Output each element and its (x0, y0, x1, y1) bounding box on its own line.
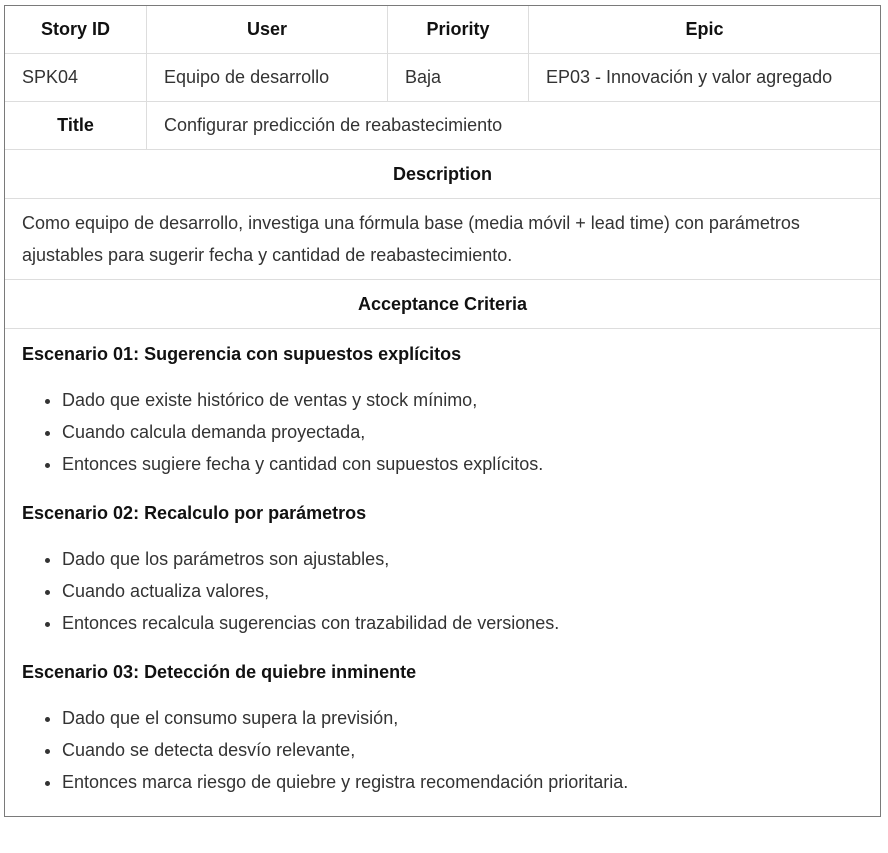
scenario-steps (22, 384, 863, 480)
description-heading: Description (5, 150, 880, 199)
scenario-step: • Dado que el consumo supera la previsión, (62, 702, 863, 734)
title-value: Configurar predicción de reabastecimiento (164, 115, 503, 135)
story-id-value: SPK04 (5, 54, 147, 101)
scenario-title: Escenario 02: Recalculo por parámetros (22, 503, 367, 523)
epic-header: Epic (685, 19, 724, 39)
story-values-row (5, 54, 880, 102)
epic-value: EP03 - Innovación y valor agregado (546, 67, 833, 87)
title-label: Title (5, 102, 147, 149)
scenario-step: • Dado que los parámetros son ajustables, (62, 543, 863, 575)
story-id-header: Story ID (5, 6, 147, 53)
scenario-steps (22, 543, 863, 639)
user-header: User (147, 6, 388, 53)
priority-header: Priority (388, 6, 529, 53)
header-row (5, 6, 880, 54)
user-value: Equipo de desarrollo (147, 54, 388, 101)
acceptance-criteria-body (5, 329, 880, 816)
scenario-step: • Entonces marca riesgo de quiebre y registra recomendación prioritaria. (62, 766, 863, 798)
scenario-step: • Cuando actualiza valores, (62, 575, 863, 607)
description-text: Como equipo de desarrollo, investiga una fórmula base (media móvil + lead time) con parámetros ajustables para sugerir fecha y cantidad de reabastecimiento. (5, 199, 880, 280)
title-row (5, 102, 880, 150)
user-story-table (4, 5, 881, 817)
scenario-step: • Cuando se detecta desvío relevante, (62, 734, 863, 766)
scenario-title: Escenario 01: Sugerencia con supuestos explícitos (22, 344, 462, 364)
scenario-step: • Cuando calcula demanda proyectada, (62, 416, 863, 448)
priority-value: Baja (388, 54, 529, 101)
scenario-title: Escenario 03: Detección de quiebre inminente (22, 662, 417, 682)
scenario-steps (22, 702, 863, 798)
acceptance-criteria-heading: Acceptance Criteria (5, 280, 880, 329)
scenario-step: • Entonces sugiere fecha y cantidad con supuestos explícitos. (62, 448, 863, 480)
scenario-step: • Entonces recalcula sugerencias con trazabilidad de versiones. (62, 607, 863, 639)
scenario-step: • Dado que existe histórico de ventas y stock mínimo, (62, 384, 863, 416)
